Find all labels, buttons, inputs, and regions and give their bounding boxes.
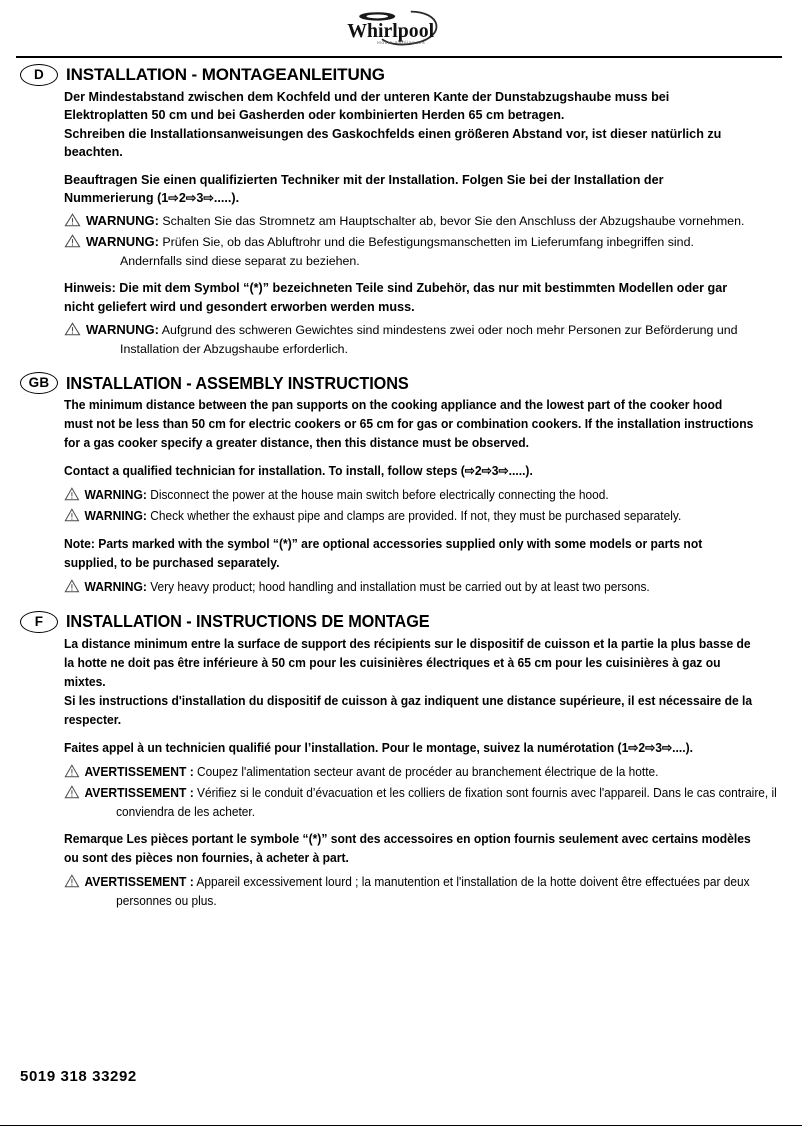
section-spacer [0, 358, 802, 372]
paragraph: Si les instructions d'installation du dispositif de cuisson à gaz indiquent une distance supérieure, il est nécessaire de la respecter. [64, 692, 753, 727]
warning-triangle-icon [64, 508, 80, 522]
warning-item [64, 233, 754, 270]
paragraph: Der Mindestabstand zwischen dem Kochfeld und der unteren Kante der Dunstabzugshaube muss bei Elektroplatten 50 cm und bei Gasherden oder kombinierten Herden 65 cm betragen. [64, 90, 670, 123]
warning-label: WARNING: [84, 487, 147, 502]
note-paragraph: Note: Parts marked with the symbol “(*)” are optional accessories supplied only with some models or parts not supplied, to be purchased separately. [64, 535, 703, 570]
warning-label: WARNUNG: [86, 213, 159, 229]
section-de-title: INSTALLATION - MONTAGEANLEITUNG [66, 65, 385, 84]
warning-label: WARNING: [84, 507, 147, 523]
section-de-content [0, 88, 802, 358]
paragraph: Schreiben die Installationsanweisungen des Gaskochfelds einen größeren Abstand vor, ist dieser natürlich zu beachten. [64, 126, 722, 160]
warning-item [64, 212, 754, 231]
language-badge-gb: GB [20, 372, 58, 394]
warning-text: Coupez l'alimentation secteur avant de procéder au branchement électrique de la hotte. [197, 763, 659, 779]
warning-text: Disconnect the power at the house main switch before electrically connecting the hood. [150, 487, 609, 502]
warning-text: Vérifiez si le conduit d’évacuation et les colliers de fixation sont fournis avec l'appareil. Dans le cas contraire, il conviendra de les acheter. [116, 784, 777, 819]
warning-text: Prüfen Sie, ob das Abluftrohr und die Befestigungsmanschetten im Lieferumfang inbegriffen sind. Andernfalls sind diese separat zu beziehen. [120, 235, 694, 269]
warning-triangle-icon [64, 785, 80, 799]
warning-text: Very heavy product; hood handling and installation must be carried out by at least two persons. [150, 578, 650, 594]
warning-label: WARNING: [84, 578, 147, 594]
note-paragraph: Remarque Les pièces portant le symbole “(*)” sont des accessoires en option fournis seulement avec certains modèles ou sont des pièces non fournies, à acheter à part. [64, 831, 751, 866]
section-spacer [0, 597, 802, 611]
warning-label: AVERTISSEMENT : [84, 784, 194, 800]
warning-item [64, 873, 802, 911]
warning-text: Aufgrund des schweren Gewichtes sind mindestens zwei oder noch mehr Personen zur Beförderung und Installation der Abzugshaube erforderlich. [120, 323, 738, 357]
section-gb-content [0, 396, 802, 597]
header-rule [16, 56, 782, 58]
warning-triangle-icon [64, 322, 81, 336]
section-fr-title: INSTALLATION - INSTRUCTIONS DE MONTAGE [66, 611, 430, 632]
warning-item [64, 784, 802, 822]
warning-label: AVERTISSEMENT : [84, 763, 194, 779]
warning-label: WARNUNG: [86, 234, 159, 250]
paragraph: La distance minimum entre la surface de support des récipients sur le dispositif de cuisson et la partie la plus basse de la hotte ne doit pas être inférieure à 50 cm pour les cuisinières électriques et à 65 cm pour les cuisinières à gaz ou mixtes. [64, 635, 751, 689]
warning-triangle-icon [64, 579, 80, 593]
footer-rule [0, 1125, 802, 1126]
section-gb [0, 372, 802, 597]
paragraph: Beauftragen Sie einen qualifizierten Techniker mit der Installation. Folgen Sie bei der Installation der Nummerierung (1⇨2⇨3⇨.....). [64, 172, 664, 205]
warning-label: AVERTISSEMENT : [84, 874, 194, 890]
document-code: 5019 318 33292 [20, 1068, 137, 1085]
warning-triangle-icon [64, 764, 80, 778]
paragraph: Faites appel à un technicien qualifié pour l’installation. Pour le montage, suivez la numérotation (1⇨2⇨3⇨....). [64, 739, 693, 755]
section-de-header [0, 64, 802, 86]
warning-triangle-icon [64, 234, 81, 248]
logo-area [0, 0, 802, 52]
warning-item [64, 578, 802, 597]
warning-triangle-icon [64, 487, 80, 501]
warning-triangle-icon [64, 213, 81, 227]
warning-item [64, 486, 802, 505]
warning-item [64, 507, 802, 526]
warning-text: Appareil excessivement lourd ; la manutention et l'installation de la hotte doivent être effectuées par deux personnes ou plus. [116, 874, 750, 909]
warning-label: WARNUNG: [86, 322, 159, 338]
section-gb-header [0, 372, 802, 394]
section-fr [0, 611, 802, 911]
paragraph: The minimum distance between the pan supports on the cooking appliance and the lowest part of the cooker hood must not be less than 50 cm for electric cookers or 65 cm for gas or combination cookers. If the installation instructions for a gas cooker specify a greater distance, then this distance must be observed. [64, 397, 754, 451]
paragraph: Contact a qualified technician for installation. To install, follow steps (⇨2⇨3⇨.....). [64, 463, 533, 479]
section-fr-header [0, 611, 802, 633]
section-de [0, 64, 802, 358]
language-badge-de: D [20, 64, 58, 86]
section-fr-content [0, 635, 802, 911]
warning-text: Schalten Sie das Stromnetz am Hauptschalter ab, bevor Sie den Anschluss der Abzugshaube vornehmen. [162, 214, 745, 229]
warning-triangle-icon [64, 874, 80, 888]
svg-text:Home Appliances: Home Appliances [377, 41, 426, 46]
section-gb-title: INSTALLATION - ASSEMBLY INSTRUCTIONS [66, 372, 409, 393]
warning-item [64, 763, 802, 782]
note-paragraph: Hinweis: Die mit dem Symbol “(*)” bezeichneten Teile sind Zubehör, das nur mit bestimmten Modellen oder gar nicht geliefert wird und gesondert erworben werden muss. [64, 281, 728, 314]
warning-item [64, 321, 754, 358]
document-body [0, 64, 802, 911]
warning-text: Check whether the exhaust pipe and clamps are provided. If not, they must be purchased separately. [150, 507, 682, 523]
whirlpool-logo [340, 8, 460, 50]
language-badge-fr: F [20, 611, 58, 633]
svg-text:Whirlpool: Whirlpool [347, 19, 435, 42]
